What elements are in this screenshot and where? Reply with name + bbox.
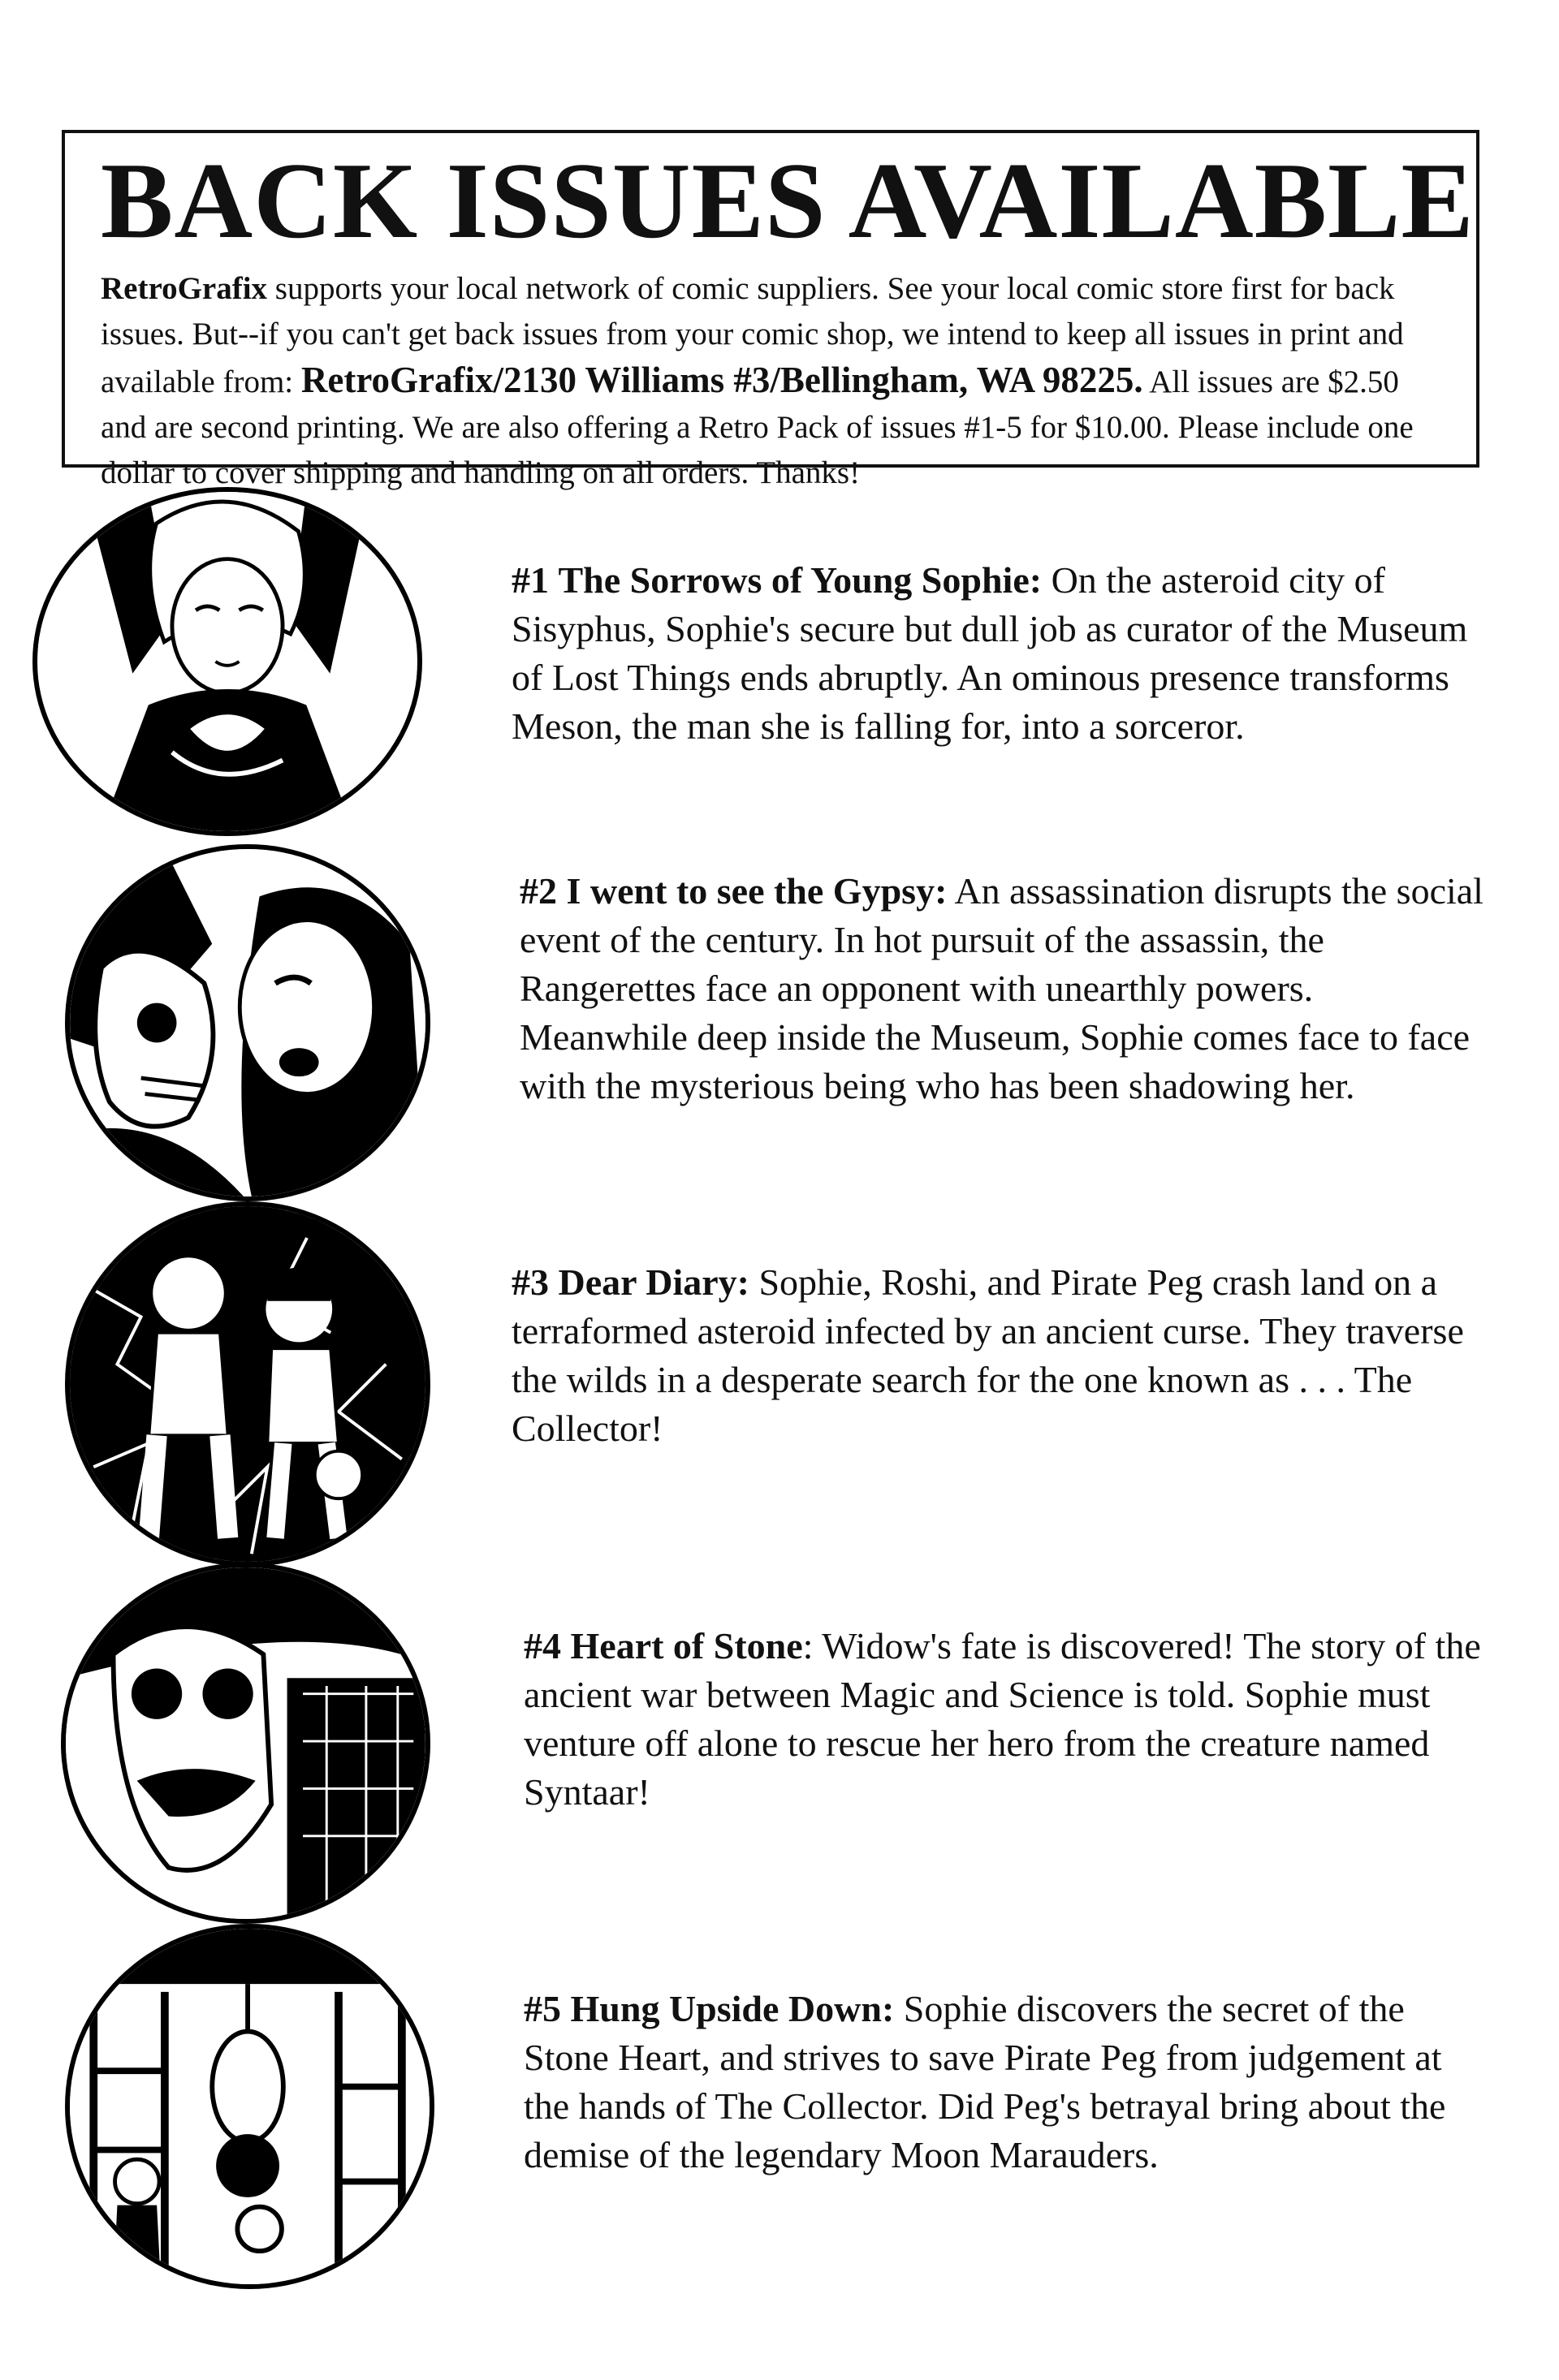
issue-3-cover-illustration: [65, 1201, 430, 1567]
issue-5-description: [524, 1985, 1490, 2180]
issue-1-title: The Sorrows of Young Sophie:: [558, 559, 1043, 601]
mailing-address: RetroGrafix/2130 Williams #3/Bellingham, WA 98225.: [300, 360, 1143, 400]
dear-diary-drawing: [70, 1206, 425, 1562]
issue-1-cover-illustration: [32, 487, 422, 836]
notice-title: BACK ISSUES AVAILABLE: [101, 140, 1475, 261]
issue-1-description: [512, 556, 1486, 751]
issue-2-description: [520, 867, 1486, 1110]
issue-3-title: Dear Diary:: [558, 1261, 749, 1303]
issue-5-title: Hung Upside Down:: [570, 1988, 895, 2029]
hung-upside-down-drawing: [70, 1929, 430, 2284]
issue-4-number: #4: [524, 1625, 561, 1666]
notice-text-1: supports your local network of comic suppliers. See your local comic store first for back issues. But--if you can't get back issues from your comic shop, we intend to keep all issues in print and available from:: [101, 271, 1404, 399]
issue-5-text: Sophie discovers the secret of the Stone Heart, and strives to save Pirate Peg from judgement at the hands of The Collector. Did Peg's betrayal bring about the demise of the legendary Moon Marauders.: [524, 1988, 1446, 2175]
issue-1-text: On the asteroid city of Sisyphus, Sophie's secure but dull job as curator of the Museum of Lost Things ends abruptly. An ominous presence transforms Meson, the man she is falling for, into a sorceror.: [512, 559, 1468, 747]
issue-1-number: #1: [512, 559, 549, 601]
issue-2-title: I went to see the Gypsy:: [566, 870, 948, 912]
issue-2-text: An assassination disrupts the social event of the century. In hot pursuit of the assassin, the Rangerettes face an opponent with unearthly powers. Meanwhile deep inside the Museum, Sophie comes face to face with the mysterious being who has been shadowing her.: [520, 870, 1483, 1106]
issue-3-number: #3: [512, 1261, 549, 1303]
syntaar-creature-drawing: [66, 1567, 425, 1919]
issue-3-text: Sophie, Roshi, and Pirate Peg crash land on a terraformed asteroid infected by an ancient curse. They traverse the wilds in a desperate search for the one known as . . . The Collector!: [512, 1261, 1464, 1449]
sophie-portrait-drawing: [37, 492, 417, 831]
notice-body: [101, 266, 1440, 496]
notice-text-2: All issues are $2.50 and are second printing. We are also offering a Retro Pack of issues #1-5 for $10.00. Please include one dollar to cover shipping and handling on all orders. Thanks!: [101, 364, 1414, 490]
issue-2-number: #2: [520, 870, 557, 912]
issue-4-cover-illustration: [61, 1563, 430, 1924]
gypsy-and-skull-drawing: [70, 849, 425, 1196]
issue-5-cover-illustration: [65, 1924, 434, 2289]
issue-4-title: Heart of Stone: [570, 1625, 803, 1666]
issue-5-number: #5: [524, 1988, 561, 2029]
issue-4-title-colon: :: [802, 1625, 814, 1666]
brand-name: RetroGrafix: [101, 271, 268, 306]
issue-4-description: [524, 1622, 1482, 1817]
issue-2-cover-illustration: [65, 844, 430, 1201]
issue-4-text: Widow's fate is discovered! The story of the ancient war between Magic and Science is told. Sophie must venture off alone to rescue her hero from the creature named Syntaar!: [524, 1625, 1481, 1813]
issue-3-description: [512, 1258, 1486, 1453]
back-issues-notice: [62, 130, 1479, 490]
